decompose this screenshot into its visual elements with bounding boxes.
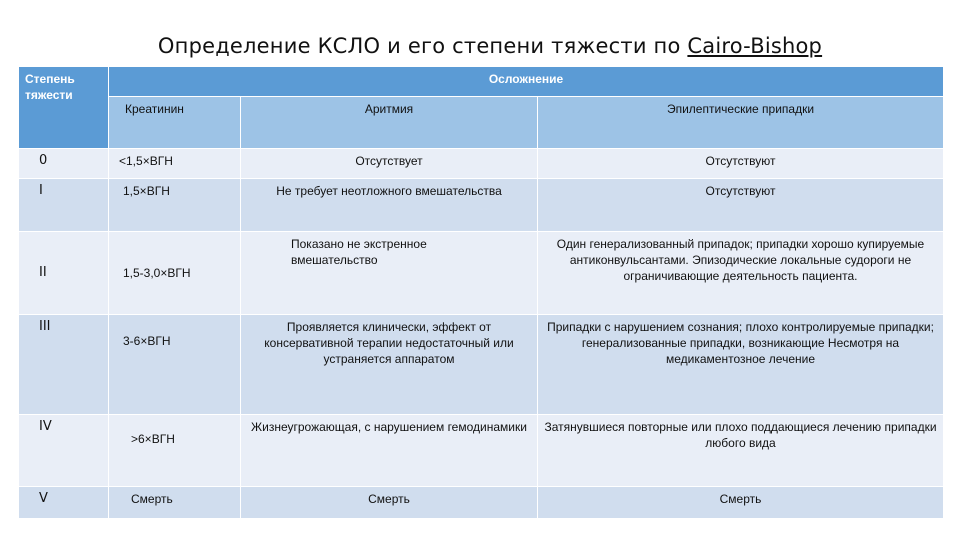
seizures-cell: Затянувшиеся повторные или плохо поддающиеся лечению припадки любого вида [538, 415, 944, 487]
header-creatinine: Креатинин [109, 97, 241, 149]
grade-cell: 0 [19, 149, 109, 179]
seizures-cell: Один генерализованный припадок; припадки хорошо купируемые антиконвульсантами. Эпизодические локальные судороги не ограничивающие деятельность пациента. [538, 232, 944, 315]
creatinine-cell: <1,5×ВГН [109, 149, 241, 179]
creatinine-cell: 1,5×ВГН [109, 179, 241, 232]
creatinine-cell: >6×ВГН [109, 415, 241, 487]
grade-cell: V [19, 487, 109, 519]
seizures-cell: Смерть [538, 487, 944, 519]
grade-cell: IV [19, 415, 109, 487]
grade-cell: III [19, 315, 109, 415]
title-link[interactable]: Cairo-Bishop [687, 34, 823, 58]
creatinine-cell: 1,5-3,0×ВГН [109, 232, 241, 315]
header-arrhythmia: Аритмия [241, 97, 538, 149]
slide-title [0, 34, 960, 58]
table-row [19, 487, 944, 519]
table-row [19, 149, 944, 179]
grade-cell: II [19, 232, 109, 315]
table-row [19, 232, 944, 315]
table-row [19, 315, 944, 415]
arrhythmia-cell: Отсутствует [241, 149, 538, 179]
creatinine-cell: Смерть [109, 487, 241, 519]
arrhythmia-cell: Жизнеугрожающая, с нарушением гемодинамики [241, 415, 538, 487]
seizures-cell: Припадки с нарушением сознания; плохо контролируемые припадки; генерализованные припадки, возникающие Несмотря на медикаментозное лечение [538, 315, 944, 415]
seizures-cell: Отсутствуют [538, 149, 944, 179]
arrhythmia-cell: Показано не экстренное вмешательство [241, 232, 538, 315]
title-text: Определение КСЛО и его степени тяжести по [157, 34, 688, 58]
table-row [19, 415, 944, 487]
arrhythmia-cell: Смерть [241, 487, 538, 519]
table-row [19, 179, 944, 232]
creatinine-cell: 3-6×ВГН [109, 315, 241, 415]
severity-table [18, 66, 944, 519]
header-complication: Осложнение [109, 67, 944, 97]
header-seizures: Эпилептические припадки [538, 97, 944, 149]
grade-cell: I [19, 179, 109, 232]
arrhythmia-cell: Не требует неотложного вмешательства [241, 179, 538, 232]
arrhythmia-cell: Проявляется клинически, эффект от консервативной терапии недостаточный или устраняется аппаратом [241, 315, 538, 415]
header-severity: Степень тяжести [19, 67, 109, 149]
seizures-cell: Отсутствуют [538, 179, 944, 232]
